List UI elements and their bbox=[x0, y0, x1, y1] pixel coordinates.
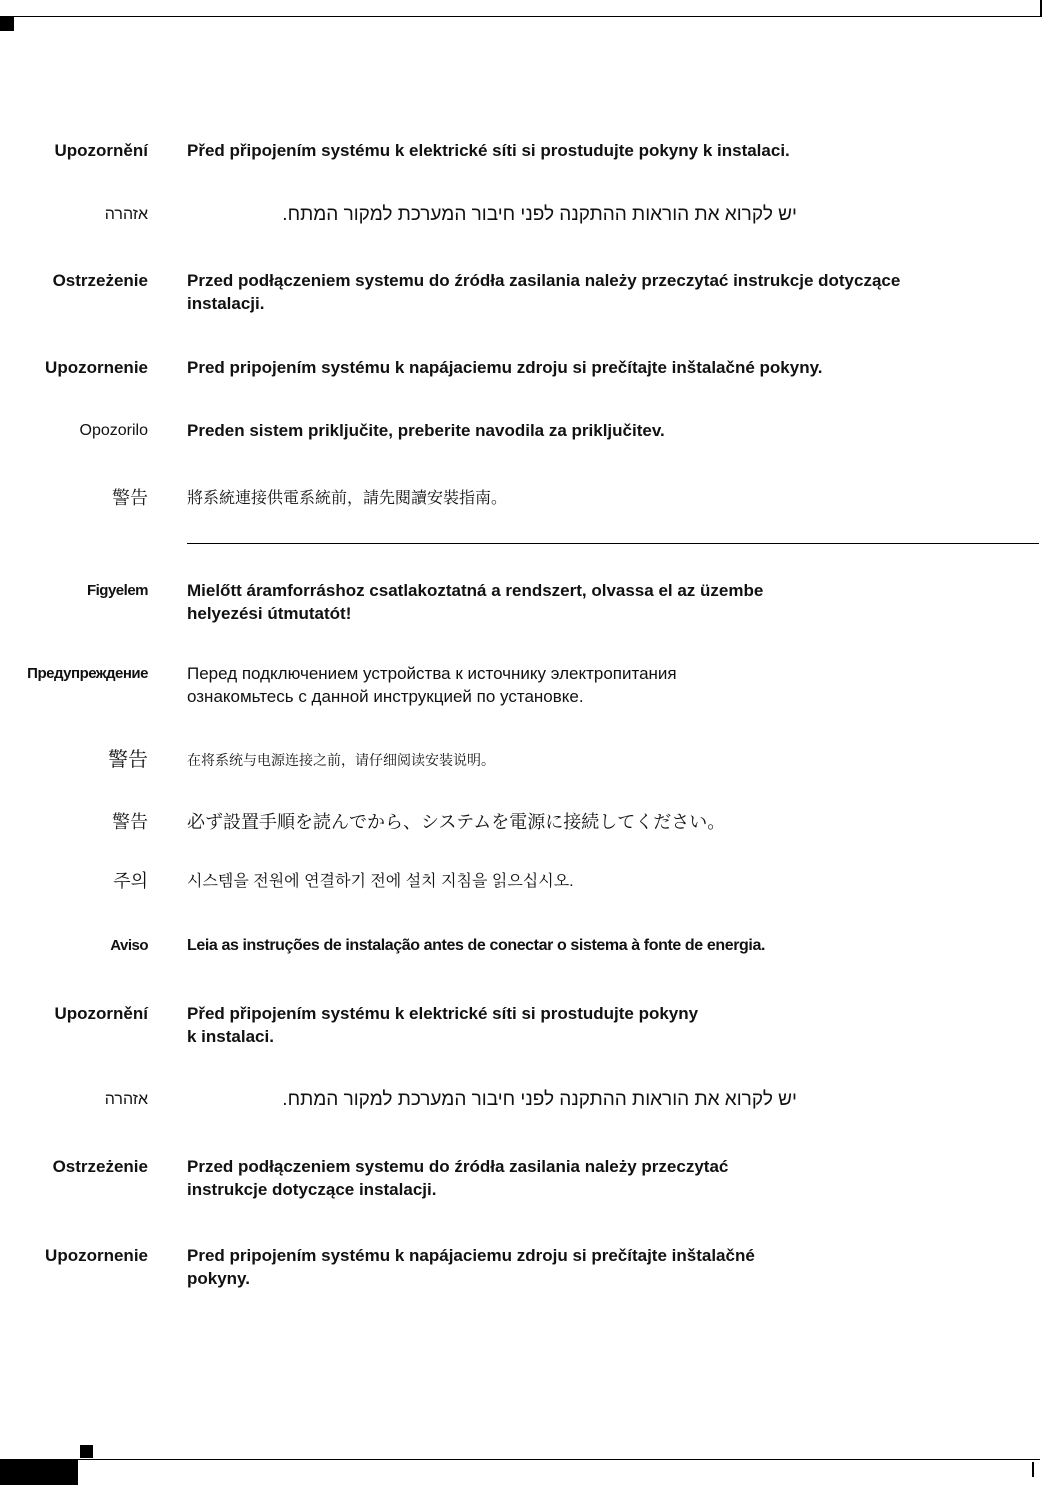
warning-text-line: Před připojením systému k elektrické síti si prostudujte pokyny bbox=[187, 1004, 699, 1023]
warning-text bbox=[187, 419, 665, 442]
warning-text-line: Przed podłączeniem systemu do źródła zasilania należy przeczytać instrukcje dotyczące bbox=[187, 271, 901, 290]
warning-text bbox=[187, 749, 495, 772]
warning-text-line: 必ず設置手順を読んでから、システムを電源に接続してください。 bbox=[187, 812, 726, 832]
warning-text-line: ознакомьтесь с данной инструкцией по установке. bbox=[187, 687, 584, 706]
warning-text bbox=[187, 1155, 728, 1201]
warning-text-line: יש לקרוא את הוראות ההתקנה לפני חיבור המערכת למקור המתח. bbox=[282, 204, 797, 225]
warning-label: אזהרה bbox=[104, 1091, 148, 1108]
warning-text bbox=[187, 870, 574, 893]
warning-label: 警告 bbox=[108, 749, 148, 771]
warning-label: Upozornění bbox=[54, 141, 148, 160]
warning-text-line: pokyny. bbox=[187, 1269, 250, 1288]
warning-text-line: helyezési útmutatót! bbox=[187, 604, 352, 623]
warning-text-line: Preden sistem priključite, preberite navodila za priključitev. bbox=[187, 421, 665, 440]
warning-label: Ostrzeżenie bbox=[52, 1157, 148, 1176]
bottom-corner-block bbox=[0, 1459, 78, 1485]
warning-label: Upozornenie bbox=[45, 1246, 148, 1265]
warning-text bbox=[187, 487, 507, 510]
warning-text bbox=[187, 811, 725, 834]
bottom-marker-square bbox=[80, 1445, 93, 1458]
warning-label: אזהרה bbox=[104, 206, 148, 223]
bottom-corner-tick bbox=[1032, 1462, 1034, 1477]
warning-label: Aviso bbox=[110, 937, 148, 954]
warning-label: 警告 bbox=[112, 812, 148, 832]
warning-label: Предупреждение bbox=[27, 665, 148, 682]
warning-text-line: יש לקרוא את הוראות ההתקנה לפני חיבור המערכת למקור המתח. bbox=[282, 1089, 797, 1110]
section-divider bbox=[187, 543, 1039, 544]
warning-text-line: 在将系统与电源连接之前，请仔细阅读安装说明。 bbox=[187, 752, 495, 768]
warning-label: Upozornění bbox=[54, 1004, 148, 1023]
warning-text bbox=[187, 934, 765, 957]
warning-label: 주의 bbox=[113, 871, 148, 891]
warning-text bbox=[187, 1002, 698, 1048]
warning-text bbox=[187, 356, 823, 379]
warning-label: Figyelem bbox=[86, 582, 148, 599]
warning-text-line: Leia as instruções de instalação antes de conectar o sistema à fonte de energia. bbox=[187, 937, 766, 954]
warning-text-line: instalacji. bbox=[187, 294, 265, 313]
warning-text-line: Перед подключением устройства к источнику электропитания bbox=[187, 664, 677, 683]
top-corner-tick bbox=[1040, 0, 1042, 17]
warning-text bbox=[187, 139, 790, 162]
warning-text-line: Przed podłączeniem systemu do źródła zasilania należy przeczytać bbox=[187, 1157, 729, 1176]
warning-text-line: Před připojením systému k elektrické síti si prostudujte pokyny k instalaci. bbox=[187, 141, 790, 160]
warning-label: Opozorilo bbox=[79, 422, 148, 439]
bottom-rule bbox=[78, 1459, 1040, 1460]
warning-text-line: instrukcje dotyczące instalacji. bbox=[187, 1180, 437, 1199]
warning-text-line: k instalaci. bbox=[187, 1027, 274, 1046]
warning-text-line: Pred pripojením systému k napájaciemu zdroju si prečítajte inštalačné pokyny. bbox=[187, 358, 823, 377]
warning-text bbox=[187, 1088, 797, 1111]
warning-label: 警告 bbox=[112, 488, 148, 508]
warning-text bbox=[187, 203, 797, 226]
top-rule bbox=[0, 16, 1040, 17]
warning-label: Ostrzeżenie bbox=[52, 271, 148, 290]
warning-text-line: 시스템을 전원에 연결하기 전에 설치 지침을 읽으십시오. bbox=[187, 873, 574, 890]
warning-text bbox=[187, 662, 677, 708]
warning-text-line: Pred pripojením systému k napájaciemu zdroju si prečítajte inštalačné bbox=[187, 1246, 755, 1265]
warning-text bbox=[187, 1244, 755, 1290]
warning-text bbox=[187, 269, 900, 315]
top-marker-square bbox=[0, 17, 14, 31]
warning-text bbox=[187, 579, 763, 625]
warning-text-line: 將系統連接供電系統前，請先閱讀安裝指南。 bbox=[187, 490, 508, 507]
warning-text-line: Mielőtt áramforráshoz csatlakoztatná a rendszert, olvassa el az üzembe bbox=[187, 581, 764, 600]
warning-label: Upozornenie bbox=[45, 358, 148, 377]
